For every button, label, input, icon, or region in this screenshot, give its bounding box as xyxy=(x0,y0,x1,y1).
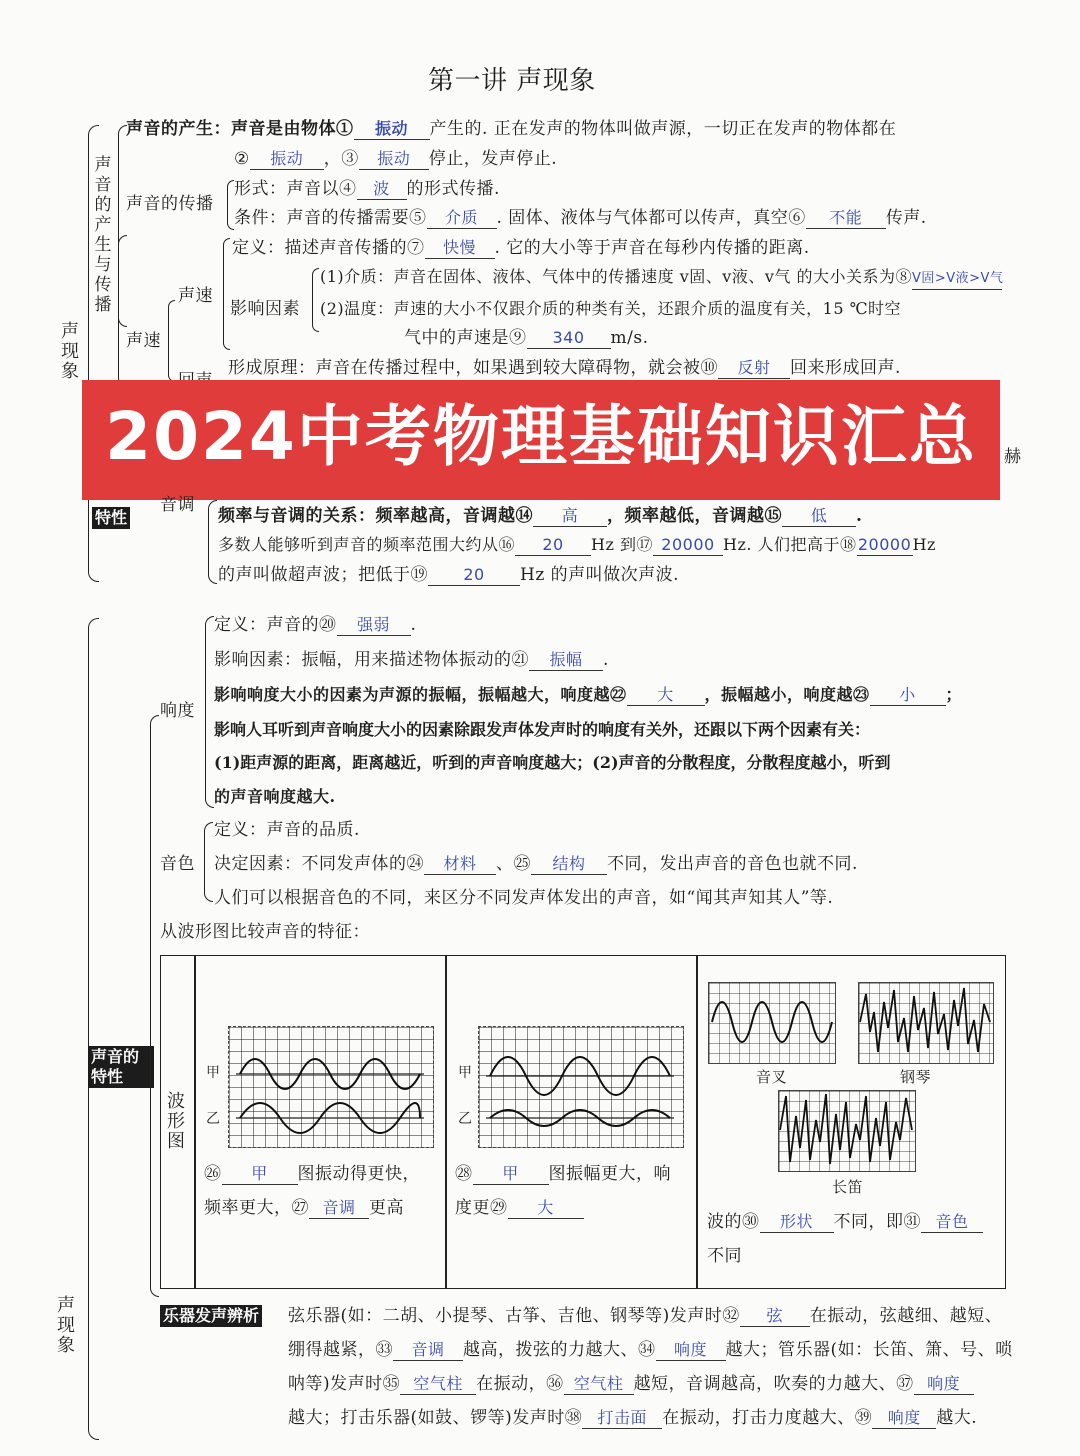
label-flute: 长笛 xyxy=(832,1178,864,1196)
panel3-text-1: 波的㉚ 形状 不同，即㉛ 音色 xyxy=(707,1211,983,1233)
waveform-col-divider-1 xyxy=(194,955,196,1288)
tuning-fork-wave xyxy=(708,982,834,1062)
line-range: 多数人能够听到声音的频率范围大约从⑯ 20 Hz 到⑰ 20000 Hz. 人们把高于⑱20000Hz xyxy=(218,535,936,554)
panel1-text-2: 频率更大，㉗ 音调 更高 xyxy=(204,1198,404,1218)
brace-pitch xyxy=(208,500,217,584)
line-timbre-def: 定义：声音的品质. xyxy=(214,820,360,840)
panel1-text-1: ㉖ 甲 图振动得更快， xyxy=(204,1164,420,1184)
waveform-col-divider-2 xyxy=(445,955,447,1288)
answer-33: 音调 xyxy=(393,1340,463,1361)
answer-9: 340 xyxy=(527,328,611,349)
line-propagation-cond: 条件：声音的传播需要⑤ 介质 . 固体、液体与气体都可以传声，真空⑥ 不能 传声. xyxy=(234,208,927,228)
answer-4: 波 xyxy=(357,179,407,200)
line-production-2: ② 振动 ，③ 振动 停止，发声停止. xyxy=(234,149,558,169)
line-loudness-ear-2: (1)距声源的距离，距离越近，听到的声音响度越大；(2)声音的分散程度，分散程度越小，听到 xyxy=(214,753,891,772)
line-timbre-factor: 决定因素：不同发声体的㉔ 材料 、㉕ 结构 不同，发出声音的音色也就不同. xyxy=(214,854,858,874)
tag-characteristics-top: 特性 xyxy=(92,507,130,529)
tag-instruments: 乐器发声辨析 xyxy=(160,1305,262,1327)
answer-8: V固>V液>V气 xyxy=(912,269,1002,290)
brace-speed-def xyxy=(223,238,230,350)
brace-loudness xyxy=(205,616,214,808)
line-loudness-def: 定义：声音的⑳ 强弱 . xyxy=(214,615,417,635)
propagation-label: 声音的传播 xyxy=(126,194,214,214)
side-label-pitch-partial: 音调 xyxy=(160,495,195,515)
answer-26: 甲 xyxy=(222,1164,298,1185)
flute-wave xyxy=(778,1090,914,1170)
brace-bottom-outer xyxy=(88,618,99,1440)
panel2-waves xyxy=(478,1026,682,1146)
panel2-text-2: 度更㉙ 大 xyxy=(455,1197,584,1219)
answer-17: 20000 xyxy=(653,535,723,556)
answer-25: 结构 xyxy=(531,854,607,875)
page-title: 第一讲 声现象 xyxy=(428,66,596,96)
factor-label: 影响因素 xyxy=(230,299,300,319)
answer-37: 响度 xyxy=(914,1374,974,1395)
side-label-timbre: 音色 xyxy=(160,854,195,874)
answer-6: 不能 xyxy=(806,208,886,229)
side-label-echo-partial xyxy=(178,370,213,380)
side-label-speed: 声速 xyxy=(126,331,161,351)
line-factor-medium: (1)介质：声音在固体、液体、气体中的传播速度 v固、v液、v气 的大小关系为⑧V固>V液>V气 xyxy=(320,266,1002,290)
brace-speed-inner xyxy=(168,300,175,382)
answer-19: 20 xyxy=(428,565,520,586)
side-label-loudness: 响度 xyxy=(160,701,195,721)
answer-16: 20 xyxy=(515,535,591,556)
answer-29: 大 xyxy=(508,1198,584,1219)
answer-3: 振动 xyxy=(359,149,429,170)
answer-18: 20000 xyxy=(857,535,912,554)
line-instruments-1: 弦乐器(如：二胡、小提琴、古筝、吉他、钢琴等)发声时㉜ 弦 在振动，弦越细、越短、 xyxy=(288,1306,1003,1326)
brace-timbre xyxy=(204,822,213,902)
panel3-text-2: 不同 xyxy=(707,1246,742,1266)
side-label-sound-speed: 声速 xyxy=(178,286,213,306)
side-label-production: 声音的产生与传播 xyxy=(94,155,112,315)
line-loudness-factor: 影响因素：振幅，用来描述物体振动的㉑ 振幅 . xyxy=(214,650,609,670)
panel1-label-yi: 乙 xyxy=(206,1111,221,1127)
line-speed-def: 定义：描述声音传播的⑦ 快慢 . 它的大小等于声音在每秒内传播的距离. xyxy=(232,238,810,258)
brace-factor xyxy=(312,268,319,332)
line-echo: 形成原理：声音在传播过程中，如果遇到较大障碍物，就会被⑩ 反射 回来形成回声. xyxy=(228,358,901,378)
answer-35: 空气柱 xyxy=(400,1374,476,1395)
answer-30: 形状 xyxy=(760,1212,834,1233)
waveform-label: 波形图 xyxy=(167,1091,185,1152)
answer-38: 打击面 xyxy=(582,1408,662,1429)
line-instruments-3: 呐等)发声时㉟ 空气柱 在振动，㊱ 空气柱 越短，音调越高，吹奏的力越大、㊲ 响度 xyxy=(288,1373,974,1395)
answer-2: 振动 xyxy=(250,149,324,170)
side-label-sound-phenomenon-bottom: 声现象 xyxy=(57,1295,75,1356)
piano-wave xyxy=(858,982,992,1062)
panel1-label-jia: 甲 xyxy=(206,1065,221,1081)
waveform-col-divider-3 xyxy=(696,955,698,1288)
side-label-sound-phenomenon-top: 声现象 xyxy=(61,321,79,382)
line-factor-temp2: 气中的声速是⑨ 340 m/s. xyxy=(404,328,649,348)
title-banner: 2024中考物理基础知识汇总 xyxy=(82,380,1000,500)
line-timbre-use: 人们可以根据音色的不同，来区分不同发声体发出的声音，如“闻其声知其人”等. xyxy=(214,888,834,908)
answer-36: 空气柱 xyxy=(564,1374,634,1395)
line-wave-intro: 从波形图比较声音的特征： xyxy=(160,922,370,942)
brace-characteristics xyxy=(150,715,159,1297)
answer-15: 低 xyxy=(782,506,856,527)
line-loudness-ear-3: 的声音响度越大. xyxy=(214,787,336,806)
answer-34: 响度 xyxy=(656,1340,726,1361)
answer-10: 反射 xyxy=(718,358,790,379)
answer-39: 响度 xyxy=(872,1408,936,1429)
line-production-1: 声音的产生：声音是由物体① 振动 产生的. 正在发声的物体叫做声源，一切正在发声的物体都在 xyxy=(126,119,897,139)
answer-5: 介质 xyxy=(427,208,497,229)
answer-27: 音调 xyxy=(309,1198,369,1219)
line-loudness-rel: 影响响度大小的因素为声源的振幅，振幅越大，响度越㉒ 大 ，振幅越小，响度越㉓ 小 ； xyxy=(214,685,963,704)
line-instruments-4: 越大；打击乐器(如鼓、锣等)发声时㊳ 打击面 在振动，打击力度越大、㊴ 响度 越大. xyxy=(288,1408,978,1428)
panel1-waves xyxy=(228,1026,432,1146)
line-instruments-2: 绷得越紧，㉝ 音调 越高，拨弦的力越大、㉞ 响度 越大；管乐器(如：长笛、箫、号、唢 xyxy=(288,1340,1013,1360)
line-loudness-ear: 影响人耳听到声音响度大小的因素除跟发声体发声时的响度有关外，还跟以下两个因素有关： xyxy=(214,720,871,739)
tag-sound-characteristics: 声音的特性 xyxy=(88,1046,154,1088)
brace-speed-outer xyxy=(118,235,127,387)
answer-7: 快慢 xyxy=(425,238,495,259)
answer-22: 大 xyxy=(627,685,705,706)
line-factor-temp: (2)温度：声速的大小不仅跟介质的种类有关，还跟介质的温度有关，15 ℃时空 xyxy=(320,299,902,318)
answer-21: 振幅 xyxy=(529,650,603,671)
line-range-2: 的声叫做超声波；把低于⑲ 20 Hz 的声叫做次声波. xyxy=(218,565,680,585)
answer-24: 材料 xyxy=(424,854,496,875)
answer-31: 音色 xyxy=(921,1212,983,1233)
answer-20: 强弱 xyxy=(337,615,411,636)
label-tuning-fork: 音叉 xyxy=(756,1068,788,1086)
answer-28: 甲 xyxy=(473,1164,549,1185)
answer-32: 弦 xyxy=(740,1306,810,1327)
brace-propagation xyxy=(227,180,234,230)
line-pitch: 频率与音调的关系：频率越高，音调越⑭ 高 ，频率越低，音调越⑮ 低 . xyxy=(218,506,863,526)
answer-23: 小 xyxy=(870,685,946,706)
label-piano: 钢琴 xyxy=(900,1068,932,1086)
panel2-label-yi: 乙 xyxy=(458,1111,473,1127)
answer-1: 振动 xyxy=(354,119,430,140)
panel2-label-jia: 甲 xyxy=(458,1065,473,1081)
line-propagation-form: 形式：声音以④ 波 的形式传播. xyxy=(234,179,500,199)
hz-unit-partial: 赫 xyxy=(1004,447,1022,467)
panel2-text-1: ㉘ 甲 图振幅更大，响 xyxy=(455,1164,671,1184)
answer-14: 高 xyxy=(533,506,607,527)
